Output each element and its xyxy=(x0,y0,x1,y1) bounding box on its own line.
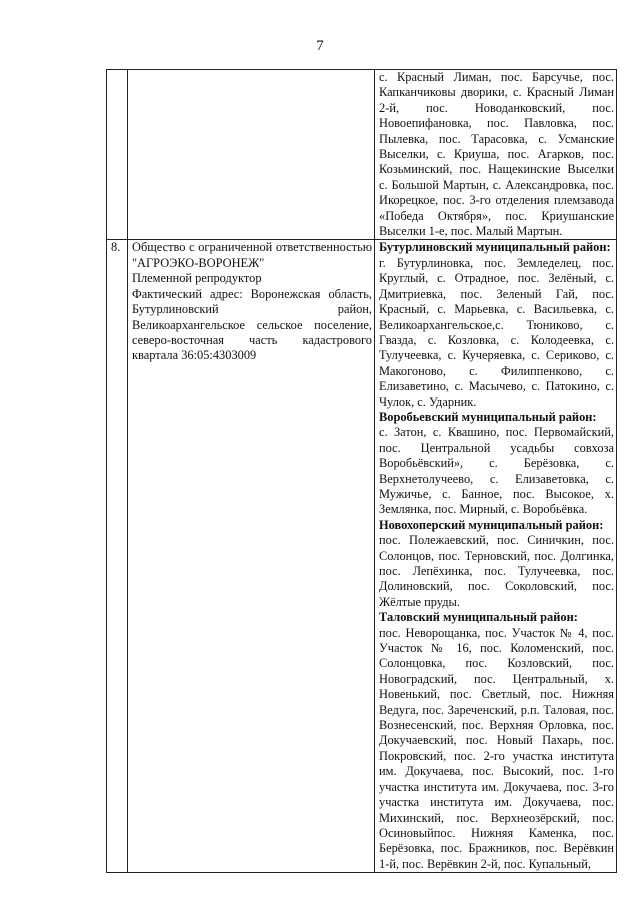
district-heading: Бутурлиновский муниципальный район: xyxy=(379,240,611,255)
organization-cell xyxy=(128,240,375,873)
table-row-continuation xyxy=(107,70,617,240)
areas-text: с. Красный Лиман, пос. Барсучье, пос. Капканчиковы дворики, с. Красный Лиман 2-й, пос. Новоданковский, пос. Новоепифановка, пос. Павловка, пос. Пылевка, пос. Тарасовка, с. Усманские Выселки, с. Криуша, пос. Агарков, пос. Козьминский, пос. Нащекинские Выселки с. Большой Мартын, с. Александровка, пос. Икорецкое, пос. 3-го отделения племзавода «Победа Октября», пос. Криушанские Выселки 1-е, пос. Малый Мартын. xyxy=(379,70,614,239)
organization-type: Племенной репродуктор xyxy=(132,271,262,286)
row-number-cell: 8. xyxy=(107,240,128,873)
areas-cell xyxy=(375,240,617,873)
page-number: 7 xyxy=(316,38,324,54)
organization-cell xyxy=(128,70,375,240)
organization-name: Общество с ограниченной ответственностью "АГРОЭКО-ВОРОНЕЖ" xyxy=(132,240,372,270)
row-number-cell xyxy=(107,70,128,240)
table-row-8 xyxy=(107,240,617,873)
district-settlements: пос. Полежаевский, пос. Синичкин, пос. Солонцов, пос. Терновский, пос. Долгинка, пос. Лепёхинка, пос. Тулучеевка, пос. Долиновский, пос. Соколовский, пос. Жёлтые пруды. xyxy=(379,533,614,609)
district-heading: Новохоперский муниципальный район: xyxy=(379,517,604,532)
district-settlements: г. Бутурлиновка, пос. Земледелец, пос. Круглый, с. Отрадное, пос. Зелёный, с. Дмитриевка, пос. Зеленый Гай, пос. Красный, с. Марьевка, с. Васильевка, с. Великоархангельское,с. Тюниково, с. Гвазда, с. Козловка, с. Колодеевка, с. Тулучеевка, с. Кучеряевка, с. Сериково, с. Макогоново, с. Филиппенково, с. Елизаветино, с. Масычево, с. Патокино, с. Чулок, с. Ударник. xyxy=(379,255,614,409)
district-settlements: пос. Неворощанка, пос. Участок № 4, пос. Участок № 16, пос. Коломенский, пос. Солонцовка, пос. Козловский, пос. Новоградский, пос. Центральный, х. Новенький, пос. Светлый, пос. Нижняя Ведуга, пос. Зареченский, р.п. Таловая, пос. Вознесенский, пос. Верхняя Орловка, пос. Докучаевский, пос. Новый Пахарь, пос. Покровский, пос. 2-го участка института им. Докучаева, пос. Высокий, пос. 1-го участка института им. Докучаева, пос. 3-го участка института им. Докучаева, пос. Михинский, пос. Верхнеозёрский, пос. Осиновыйпос. Нижняя Каменка, пос. Берёзовка, пос. Бражников, пос. Верёвкин 1-й, пос. Верёвкин 2-й, пос. Купальный, xyxy=(379,625,614,871)
district-heading: Таловский муниципальный район: xyxy=(379,610,578,625)
district-settlements: с. Затон, с. Квашино, пос. Первомайский, пос. Центральной усадьбы совхоза Воробьёвский», с. Берёзовка, с. Верхнетолучеево, с. Елизаветовка, с. Мужичье, с. Банное, пос. Высокое, х. Землянка, пос. Мирный, с. Воробьёвка. xyxy=(379,425,614,517)
areas-cell xyxy=(375,70,617,240)
district-heading: Воробьевский муниципальный район: xyxy=(379,409,597,424)
organizations-table xyxy=(106,69,617,873)
organization-address: Фактический адрес: Воронежская область, Бутурлиновский район, Великоархангельское сельское поселение, северо-восточная часть кадастрового квартала 36:05:4303009 xyxy=(132,286,372,363)
